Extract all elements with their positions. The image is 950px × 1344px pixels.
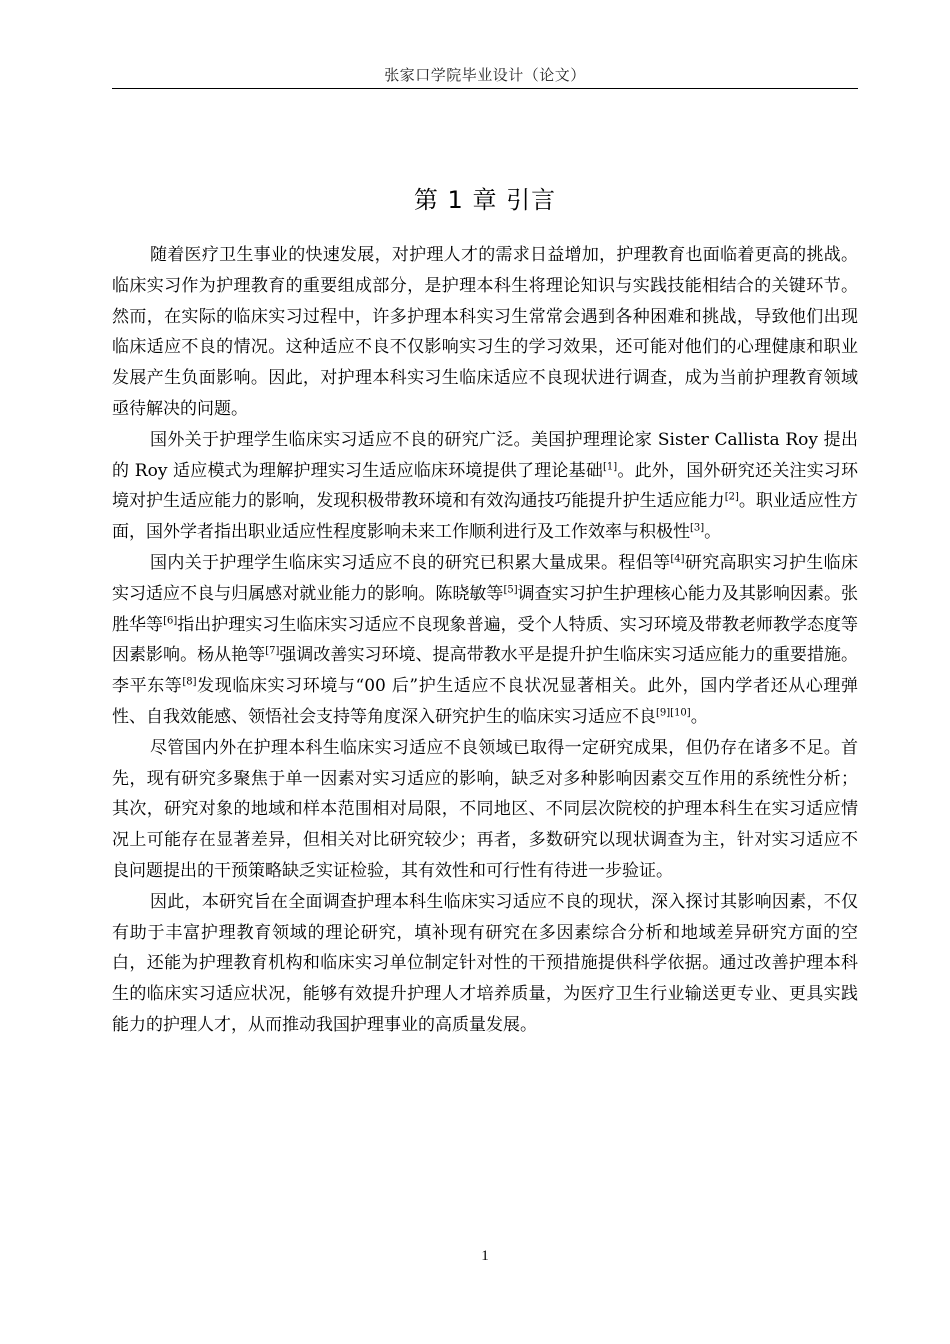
citation-ref: [2] [724, 491, 739, 503]
paragraph-text: 指出护理实习生临床实习适应不良现象普遍，受个人特质、实习环境及带教老师教学态度等因素影响。杨从艳等 [112, 614, 859, 666]
paragraph-text: 。职业适应性方面，国外学者指出职业适应性程度影响未来工作顺利进行及工作效率与积极性 [112, 491, 859, 543]
citation-ref: [3] [690, 522, 705, 534]
paragraph-text: 随着医疗卫生事业的快速发展，对护理人才的需求日益增加，护理教育也面临着更高的挑战。临床实习作为护理教育的重要组成部分，是护理本科生将理论知识与实践技能相结合的关键环节。然而，在实际的临床实习过程中，许多护理本科实习生常常会遇到各种困难和挑战，导致他们出现临床适应不良的情况。这种适应不良不仅影响实习生的学习效果，还可能对他们的心理健康和职业发展产生负面影响。因此，对护理本科实习生临床适应不良现状进行调查，成为当前护理教育领域亟待解决的问题。 [112, 245, 858, 419]
paragraph [112, 733, 858, 887]
paragraph-text: 国内关于护理学生临床实习适应不良的研究已积累大量成果。程侣等 [150, 552, 671, 573]
body-text [112, 240, 858, 1041]
paragraph-text: 因此，本研究旨在全面调查护理本科生临床实习适应不良的现状，深入探讨其影响因素，不仅有助于丰富护理教育领域的理论研究，填补现有研究在多因素综合分析和地域差异研究方面的空白，还能为护理教育机构和临床实习单位制定针对性的干预措施提供科学依据。通过改善护理本科生的临床实习适应状况，能够有效提升护理人才培养质量，为医疗卫生行业输送更专业、更具实践能力的护理人才，从而推动我国护理事业的高质量发展。 [112, 891, 858, 1035]
citation-ref: [4] [670, 553, 685, 565]
citation-ref: [1] [603, 460, 618, 472]
page-number: 1 [481, 1248, 489, 1264]
citation-ref: [8] [182, 676, 197, 688]
paragraph [112, 240, 858, 425]
paragraph [112, 887, 858, 1041]
paragraph-text: 研究高职实习护生临床实习适应不良与归属感对就业能力的影响。陈晓敏等 [112, 552, 859, 604]
header-rule [112, 88, 858, 89]
paragraph-text: 。此外，国外研究还关注实习环境对护生适应能力的影响，发现积极带教环境和有效沟通技巧能提升护生适应能力 [112, 460, 858, 512]
paragraph-text: 调查实习护生护理核心能力及其影响因素。张胜华等 [112, 583, 859, 635]
paragraph-text: 。 [690, 706, 708, 727]
paragraph-text: 尽管国内外在护理本科生临床实习适应不良领域已取得一定研究成果，但仍存在诸多不足。首先，现有研究多聚焦于单一因素对实习适应的影响，缺乏对多种影响因素交互作用的系统性分析；其次，研究对象的地域和样本范围相对局限，不同地区、不同层次院校的护理本科生在实习适应情况上可能存在显著差异，但相关对比研究较少；再者，多数研究以现状调查为主，针对实习适应不良问题提出的干预策略缺乏实证检验，其有效性和可行性有待进一步验证。 [112, 737, 858, 881]
citation-ref: [5] [503, 584, 518, 596]
paragraph-text: 强调改善实习环境、提高带教水平是提升护生临床实习适应能力的重要措施。李平东等 [112, 645, 859, 697]
chapter-title: 第 1 章 引言 [413, 186, 557, 214]
citation-ref: [7] [265, 645, 280, 657]
paragraph-text: 国外关于护理学生临床实习适应不良的研究广泛。美国护理理论家 Sister Callista Roy 提出的 Roy 适应模式为理解护理实习生适应临床环境提供了理论基础 [112, 429, 858, 481]
paragraph [112, 425, 858, 548]
running-header: 张家口学院毕业设计（论文） [384, 66, 586, 84]
paragraph [112, 548, 858, 733]
citation-ref: [6] [163, 614, 178, 626]
paragraph-text: 发现临床实习环境与“00 后”护生适应不良状况显著相关。此外，国内学者还从心理弹性、自我效能感、领悟社会支持等角度深入研究护生的临床实习适应不良 [112, 676, 859, 727]
citation-ref: [9][10] [656, 707, 691, 719]
paragraph-text: 。 [704, 522, 722, 543]
